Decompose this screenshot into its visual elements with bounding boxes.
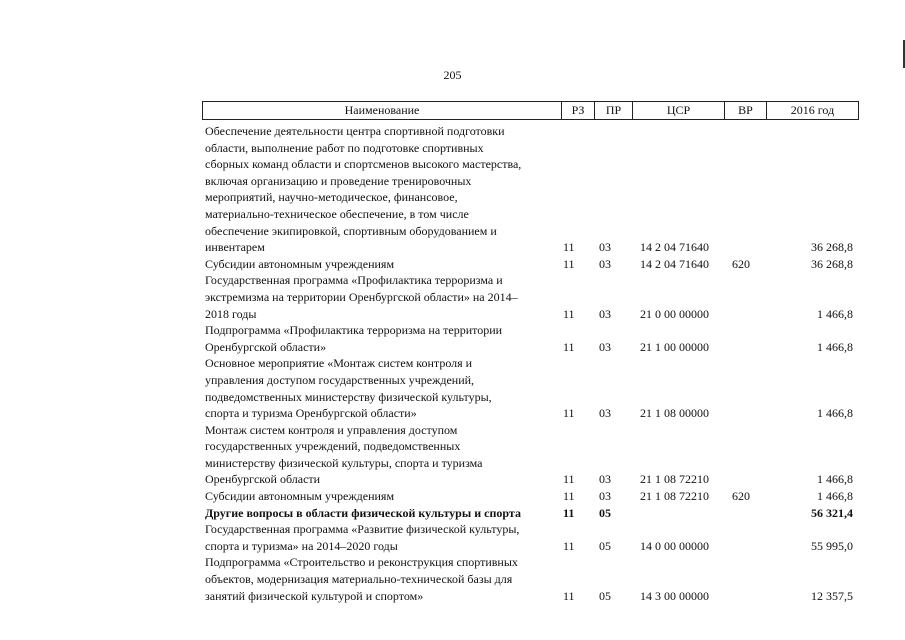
row-name-line: Государственная программа «Профилактика терроризма и: [205, 273, 503, 288]
row-csr: 21 1 08 72210: [640, 489, 709, 504]
row-amount: 1 466,8: [817, 472, 853, 487]
row-name-line: Основное мероприятие «Монтаж систем контроля и: [205, 356, 473, 371]
row-vr: 620: [732, 489, 750, 504]
page-number: 205: [443, 68, 462, 82]
row-name-line: Монтаж систем контроля и управления доступом: [205, 422, 458, 437]
row-csr: 14 0 00 00000: [640, 538, 709, 553]
row-name-line: Государственная программа «Развитие физической культуры,: [205, 522, 520, 537]
row-name: [205, 521, 543, 554]
row-name-line: Подпрограмма «Строительство и реконструкция спортивных: [205, 555, 518, 570]
row-rz: 11: [563, 256, 575, 271]
row-pr: 05: [599, 588, 611, 603]
row-name-line: обеспечение экипировкой, спортивным оборудованием и: [205, 223, 497, 238]
row-csr: 21 0 00 00000: [640, 306, 709, 321]
row-name-line: Оренбургской области»: [205, 339, 327, 354]
row-csr: 14 2 04 71640: [640, 240, 709, 255]
row-name: [205, 123, 543, 256]
row-name-line: спорта и туризма» на 2014–2020 годы: [205, 538, 398, 553]
row-rz: 11: [563, 240, 575, 255]
row-name-line: государственных учреждений, подведомственных: [205, 439, 461, 454]
row-name-line: спорта и туризма Оренбургской области»: [205, 406, 417, 421]
row-name-line: материально-техническое обеспечение, в том числе: [205, 206, 469, 221]
row-name-line: министерству физической культуры, спорта и туризма: [205, 455, 483, 470]
row-pr: 03: [599, 489, 611, 504]
row-amount: 1 466,8: [817, 306, 853, 321]
row-name-line: области, выполнение работ по подготовке спортивных: [205, 140, 484, 155]
row-amount: 1 466,8: [817, 489, 853, 504]
row-rz: 11: [563, 306, 575, 321]
row-name: [205, 322, 543, 355]
row-name: [205, 272, 543, 322]
table-header: [202, 101, 859, 120]
row-pr: 03: [599, 472, 611, 487]
row-name-line: подведомственных министерству физической культуры,: [205, 389, 492, 404]
row-amount: 56 321,4: [811, 505, 853, 520]
table-row: [0, 422, 905, 488]
row-amount: 36 268,8: [811, 256, 853, 271]
table-row: [0, 521, 905, 554]
row-name-line: 2018 годы: [205, 306, 257, 321]
row-pr: 03: [599, 339, 611, 354]
row-pr: 03: [599, 406, 611, 421]
table-row: [0, 322, 905, 355]
row-name-line: занятий физической культурой и спортом»: [205, 588, 424, 603]
header-name: Наименование: [202, 102, 561, 119]
table-row: [0, 554, 905, 604]
table-row: [0, 488, 905, 505]
row-rz: 11: [563, 339, 575, 354]
row-rz: 11: [563, 588, 575, 603]
row-name-line: мероприятий, научно-методическое, финансовое,: [205, 190, 458, 205]
header-year: 2016 год: [766, 102, 859, 119]
row-name-line: Подпрограмма «Профилактика терроризма на территории: [205, 323, 503, 338]
row-rz: 11: [563, 505, 575, 520]
row-csr: 21 1 08 00000: [640, 406, 709, 421]
header-pr: ПР: [594, 102, 632, 119]
row-amount: 12 357,5: [811, 588, 853, 603]
row-name-line: экстремизма на территории Оренбургской области» на 2014–: [205, 289, 518, 304]
table-body: [0, 123, 905, 604]
row-vr: 620: [732, 256, 750, 271]
header-rz: РЗ: [561, 102, 594, 119]
row-pr: 03: [599, 240, 611, 255]
row-csr: 21 1 00 00000: [640, 339, 709, 354]
row-name-line: сборных команд области и спортсменов высокого мастерства,: [205, 157, 522, 172]
row-csr: 14 2 04 71640: [640, 256, 709, 271]
row-name-line: Субсидии автономным учреждениям: [205, 489, 395, 504]
row-rz: 11: [563, 472, 575, 487]
row-rz: 11: [563, 489, 575, 504]
header-vr: ВР: [724, 102, 766, 119]
row-name: [205, 554, 543, 604]
row-name-line: объектов, модернизация материально-технической базы для: [205, 572, 513, 587]
row-name-line: инвентарем: [205, 240, 265, 255]
row-amount: 1 466,8: [817, 406, 853, 421]
row-name: [205, 422, 543, 488]
row-name-line: Другие вопросы в области физической культуры и спорта: [205, 505, 521, 520]
row-name: [205, 505, 543, 522]
row-name-line: включая организацию и проведение тренировочных: [205, 173, 472, 188]
row-pr: 05: [599, 538, 611, 553]
row-rz: 11: [563, 406, 575, 421]
row-csr: 21 1 08 72210: [640, 472, 709, 487]
row-name: [205, 355, 543, 421]
row-name: [205, 256, 543, 273]
row-pr: 03: [599, 306, 611, 321]
row-amount: 36 268,8: [811, 240, 853, 255]
table-row: [0, 272, 905, 322]
row-name: [205, 488, 543, 505]
table-row: [0, 123, 905, 256]
row-rz: 11: [563, 538, 575, 553]
table-row: [0, 505, 905, 522]
row-name-line: Обеспечение деятельности центра спортивной подготовки: [205, 124, 505, 138]
row-name-line: Субсидии автономным учреждениям: [205, 256, 395, 271]
row-amount: 1 466,8: [817, 339, 853, 354]
row-pr: 03: [599, 256, 611, 271]
row-csr: 14 3 00 00000: [640, 588, 709, 603]
header-csr: ЦСР: [632, 102, 724, 119]
row-amount: 55 995,0: [811, 538, 853, 553]
row-pr: 05: [599, 505, 611, 520]
row-name-line: Оренбургской области: [205, 472, 321, 487]
table-row: [0, 355, 905, 421]
row-name-line: управления доступом государственных учреждений,: [205, 372, 475, 387]
table-row: [0, 256, 905, 273]
